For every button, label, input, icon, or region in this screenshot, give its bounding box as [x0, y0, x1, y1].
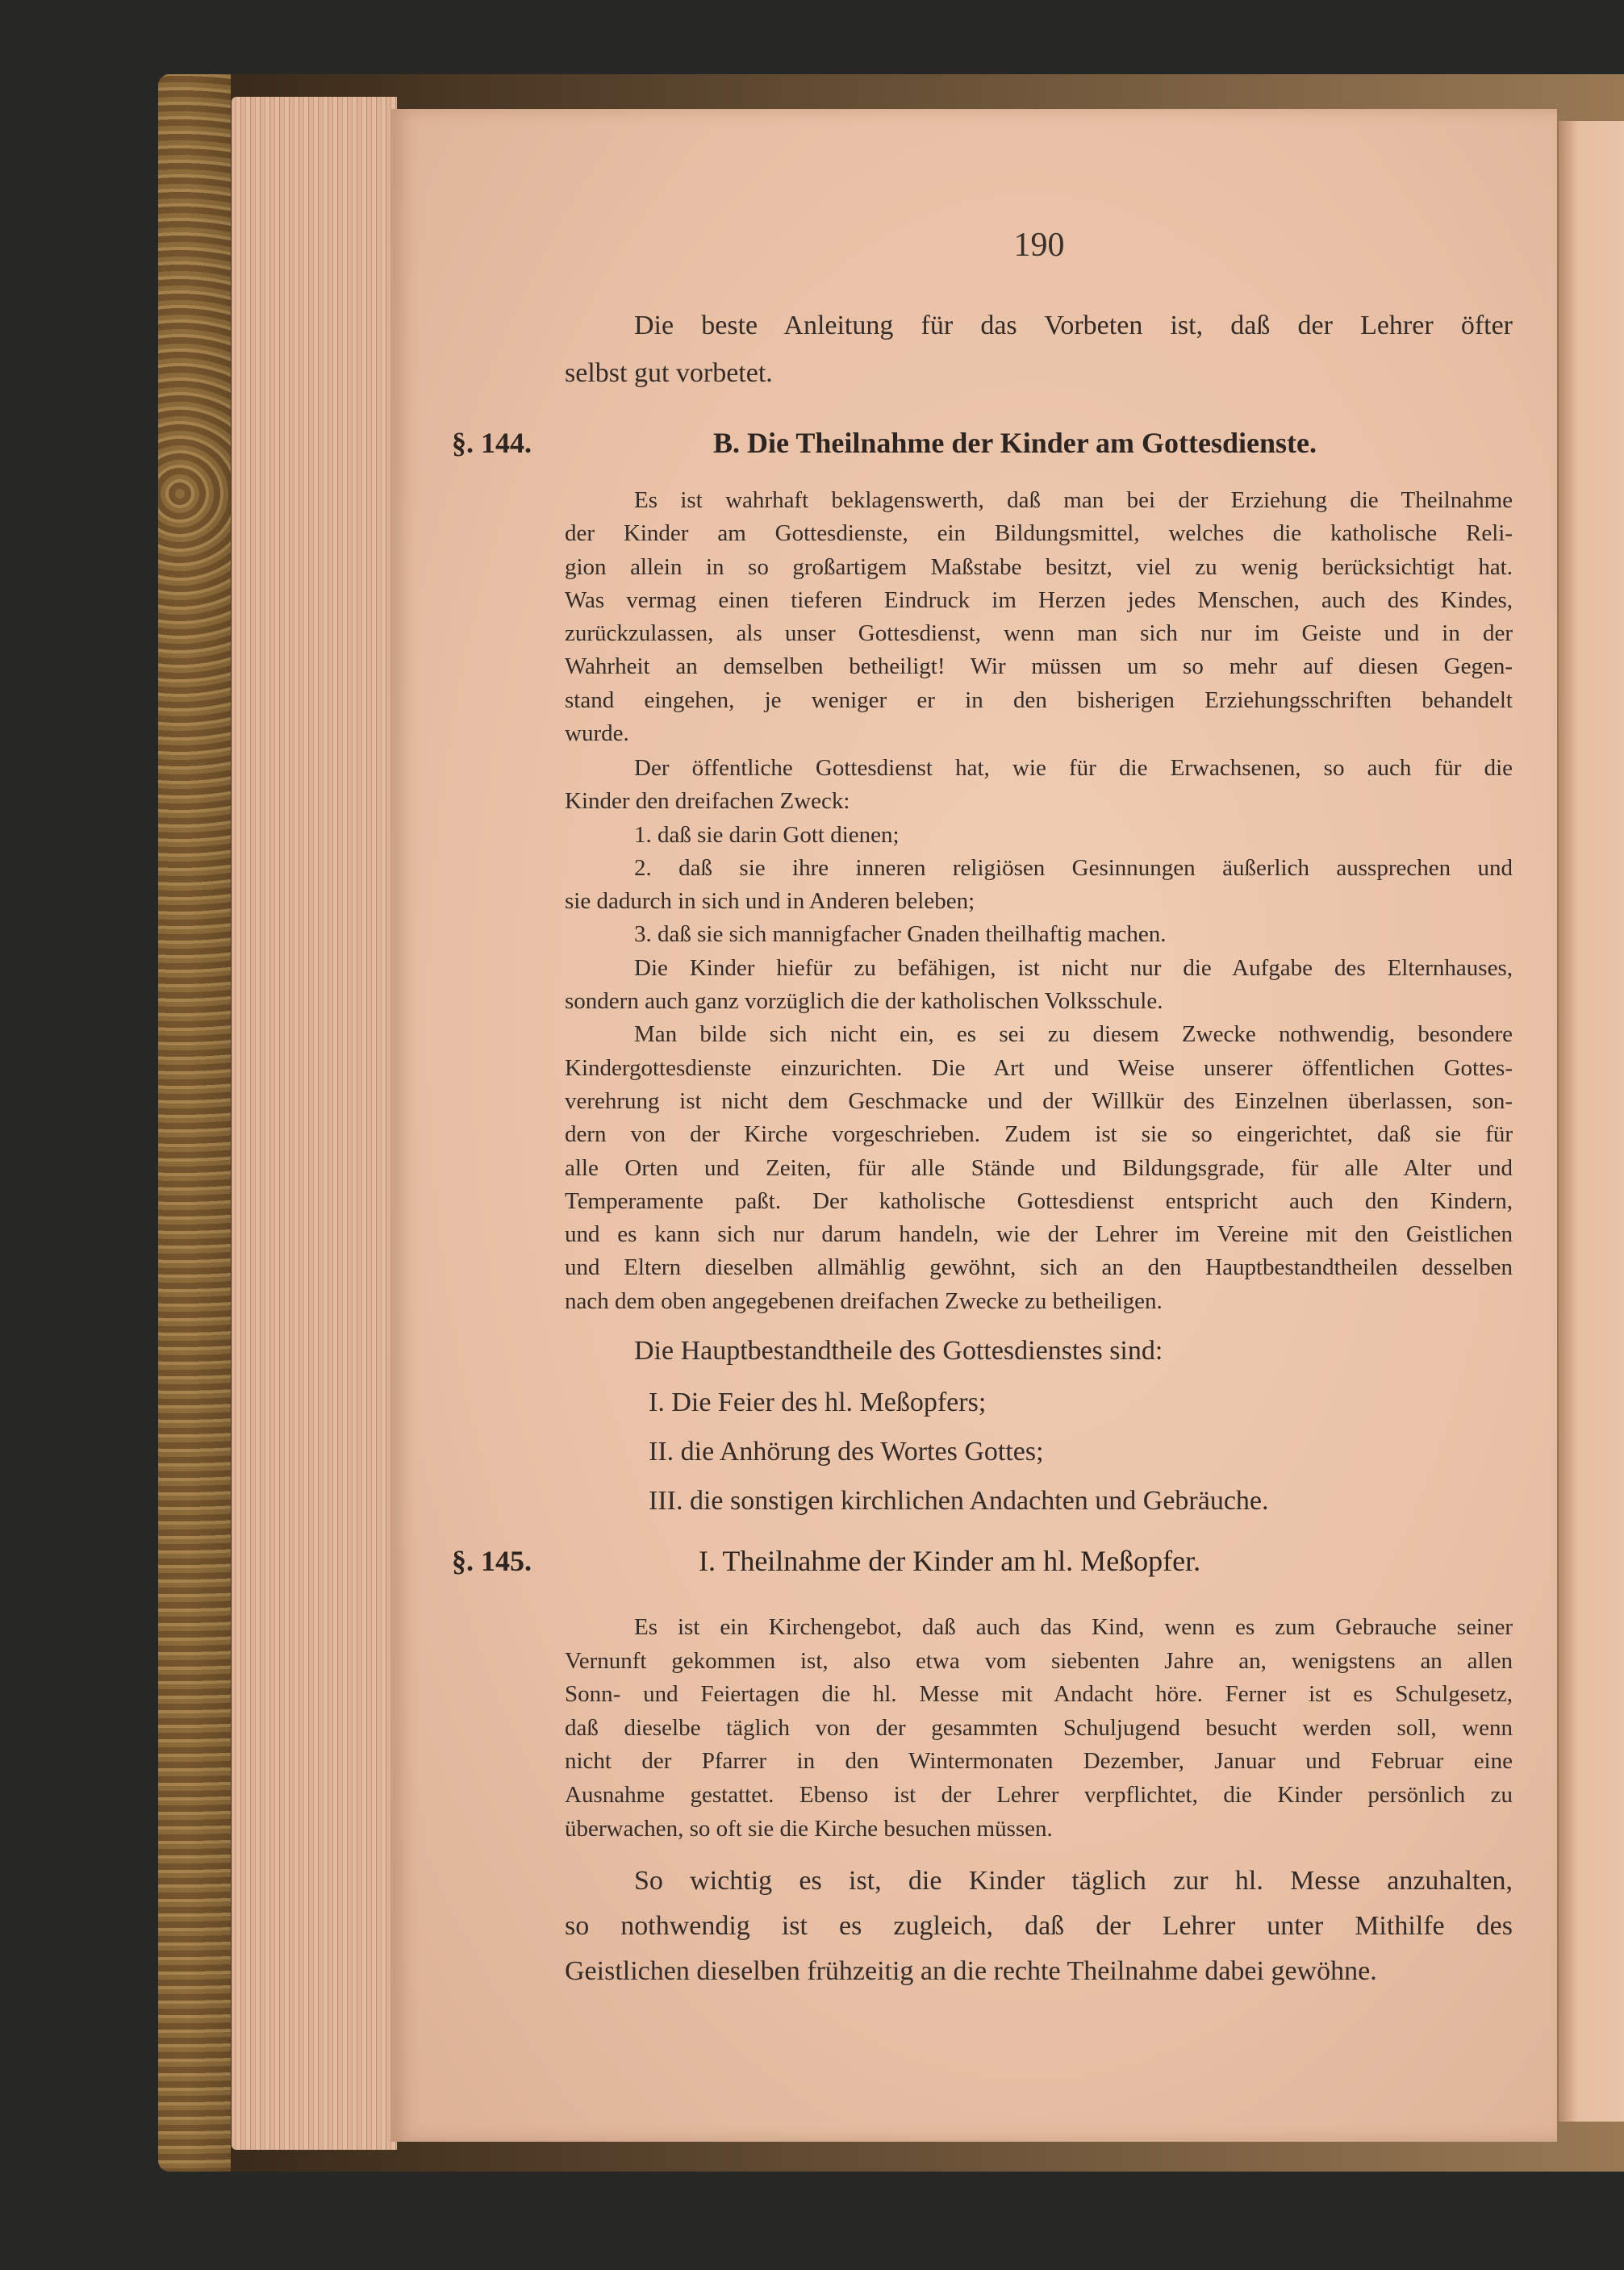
section-mark-144: §. 144.	[452, 427, 532, 459]
text-line: 1. daß sie darin Gott dienen;	[634, 821, 900, 848]
text-line: sie dadurch in sich und in Anderen beleben;	[565, 888, 975, 915]
facing-page-edge	[1559, 121, 1624, 2122]
text-line: verehrung ist nicht dem Geschmacke und der Willkür des Einzelnen überlassen, son-	[565, 1087, 1513, 1114]
text-line: und es kann sich nur darum handeln, wie der Lehrer im Vereine mit den Geistlichen	[565, 1221, 1513, 1248]
text-line: III. die sonstigen kirchlichen Andachten und Gebräuche.	[649, 1486, 1269, 1516]
text-line: So wichtig es ist, die Kinder täglich zur hl. Messe anzuhalten,	[634, 1866, 1513, 1896]
page-stack-edges	[232, 97, 397, 2150]
section-title-144: B. Die Theilnahme der Kinder am Gottesdienste.	[713, 427, 1317, 459]
text-line: daß dieselbe täglich von der gesammten Schuljugend besucht werden soll, wenn	[565, 1714, 1513, 1741]
text-line: gion allein in so großartigem Maßstabe besitzt, viel zu wenig berücksichtigt hat.	[565, 553, 1513, 580]
text-line: nach dem oben angegebenen dreifachen Zwecke zu betheiligen.	[565, 1287, 1163, 1314]
section-mark-145: §. 145.	[452, 1545, 532, 1577]
text-line: wurde.	[565, 720, 629, 747]
text-line: Wahrheit an demselben betheiligt! Wir müssen um so mehr auf diesen Gegen-	[565, 653, 1513, 680]
text-line: Kindergottesdienste einzurichten. Die Art und Weise unserer öffentlichen Gottes-	[565, 1054, 1513, 1081]
section-144-body	[565, 484, 1513, 750]
text-line: und Eltern dieselben allmählig gewöhnt, sich an den Hauptbestandtheilen desselben	[565, 1254, 1513, 1281]
closing-paragraph	[565, 1859, 1513, 1994]
section-145-body	[565, 1611, 1513, 1846]
section-title-145: I. Theilnahme der Kinder am hl. Meßopfer.	[699, 1545, 1201, 1577]
text-line: Sonn- und Feiertagen die hl. Messe mit Andacht höre. Ferner ist es Schulgesetz,	[565, 1681, 1513, 1708]
text-line: Der öffentliche Gottesdienst hat, wie für die Erwachsenen, so auch für die	[634, 755, 1513, 781]
parts-list	[565, 1378, 1513, 1525]
text-line: Ausnahme gestattet. Ebenso ist der Lehrer verpflichtet, die Kinder persönlich zu	[565, 1781, 1513, 1808]
text-line: überwachen, so oft sie die Kirche besuchen müssen.	[565, 1815, 1053, 1842]
text-line: 3. daß sie sich mannigfacher Gnaden theilhaftig machen.	[634, 921, 1167, 948]
section-144-body-cont	[565, 752, 1513, 1318]
text-line: 2. daß sie ihre inneren religiösen Gesinnungen äußerlich aussprechen und	[634, 854, 1513, 881]
text-line: sondern auch ganz vorzüglich die der katholischen Volksschule.	[565, 988, 1163, 1015]
text-line: II. die Anhörung des Wortes Gottes;	[649, 1437, 1044, 1467]
text-line: Was vermag einen tieferen Eindruck im Herzen jedes Menschen, auch des Kindes,	[565, 586, 1513, 613]
text-line: Kinder den dreifachen Zweck:	[565, 788, 850, 815]
text-line: Es ist wahrhaft beklagenswerth, daß man bei der Erziehung die Theilnahme	[634, 487, 1513, 513]
marbled-cover-edge	[158, 74, 231, 2172]
text-line: Temperamente paßt. Der katholische Gottesdienst entspricht auch den Kindern,	[565, 1187, 1513, 1214]
text-line: I. Die Feier des hl. Meßopfers;	[649, 1387, 987, 1417]
text-line: dern von der Kirche vorgeschrieben. Zudem ist sie so eingerichtet, daß sie für	[565, 1121, 1513, 1148]
text-line: so nothwendig ist es zugleich, daß der Lehrer unter Mithilfe des	[565, 1911, 1513, 1941]
text-line: Die beste Anleitung für das Vorbeten ist, daß der Lehrer öfter	[634, 311, 1513, 340]
text-line: Es ist ein Kirchengebot, daß auch das Kind, wenn es zum Gebrauche seiner	[634, 1614, 1513, 1640]
text-line: zurückzulassen, als unser Gottesdienst, wenn man sich nur im Geiste und in der	[565, 620, 1513, 647]
parts-intro	[565, 1326, 1513, 1376]
text-line: Man bilde sich nicht ein, es sei zu diesem Zwecke nothwendig, besondere	[634, 1021, 1513, 1048]
intro-paragraph	[565, 302, 1513, 397]
text-line: alle Orten und Zeiten, für alle Stände und Bildungsgrade, für alle Alter und	[565, 1154, 1513, 1181]
text-line: Die Hauptbestandtheile des Gottesdienstes sind:	[634, 1336, 1163, 1366]
text-line: nicht der Pfarrer in den Wintermonaten Dezember, Januar und Februar eine	[565, 1748, 1513, 1775]
text-line: Geistlichen dieselben frühzeitig an die rechte Theilnahme dabei gewöhne.	[565, 1956, 1377, 1986]
text-line: stand eingehen, je weniger er in den bisherigen Erziehungsschriften behandelt	[565, 686, 1513, 713]
text-line: der Kinder am Gottesdienste, ein Bildungsmittel, welches die katholische Reli-	[565, 520, 1513, 547]
text-line: selbst gut vorbetet.	[565, 358, 773, 388]
text-line: Vernunft gekommen ist, also etwa vom siebenten Jahre an, wenigstens an allen	[565, 1647, 1513, 1674]
text-line: Die Kinder hiefür zu befähigen, ist nicht nur die Aufgabe des Elternhauses,	[634, 954, 1513, 981]
page-number: 190	[1013, 227, 1065, 264]
